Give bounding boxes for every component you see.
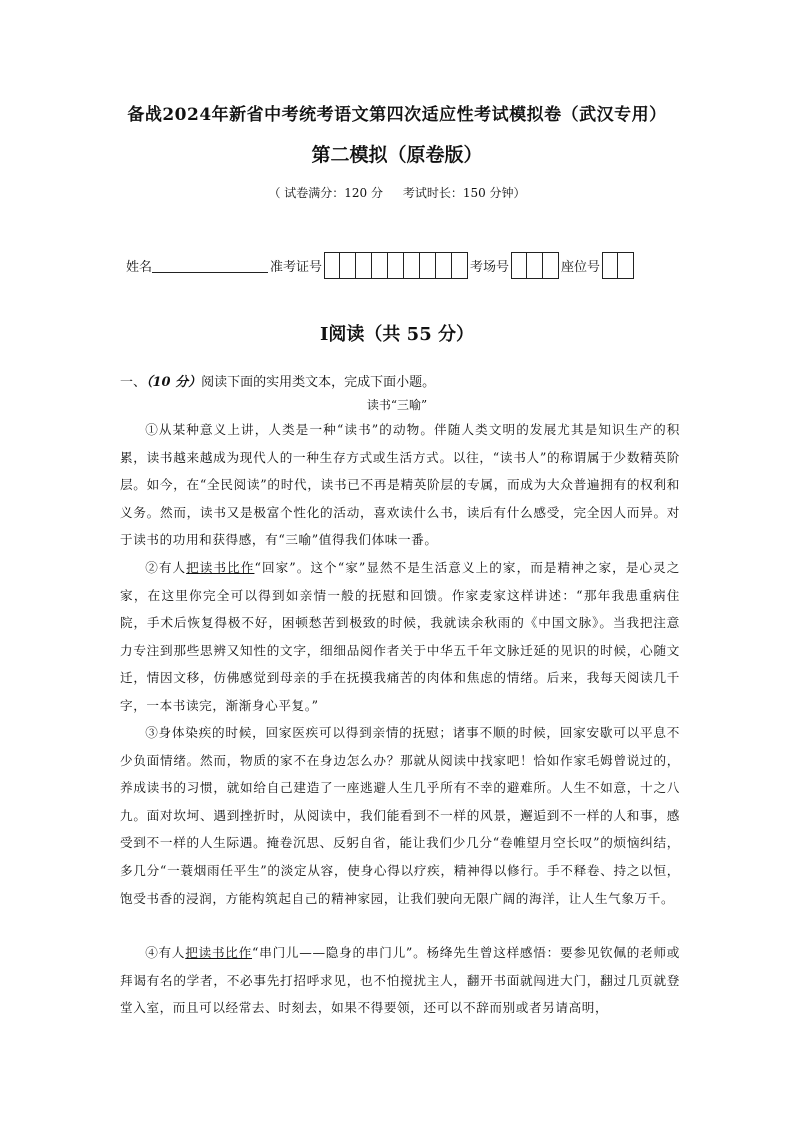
exam-title: 备战2024年新省中考统考语文第四次适应性考试模拟卷（武汉专用） [127, 105, 667, 125]
seat-boxes[interactable] [602, 252, 634, 279]
p4-underlined: 把读书比作 [185, 945, 253, 960]
duration: 考试时长：150 分钟） [402, 186, 526, 200]
digit-box[interactable] [618, 252, 634, 279]
paragraph-4 [120, 939, 680, 1022]
p2-lead: ②有人 [145, 560, 187, 575]
digit-box[interactable] [436, 252, 452, 279]
digit-box[interactable] [324, 252, 340, 279]
digit-box[interactable] [356, 252, 372, 279]
seat-label: 座位号 [561, 259, 601, 275]
exam-no-boxes[interactable] [324, 252, 468, 279]
question-number: 一、 [120, 375, 147, 390]
digit-box[interactable] [543, 252, 559, 279]
p2-underlined: 把读书比作 [186, 560, 255, 575]
digit-box[interactable] [511, 252, 527, 279]
paragraph-1: ①从某种意义上讲，人类是一种“读书”的动物。伴随人类文明的发展尤其是知识生产的积累，读书越来越成为现代人的一种生存方式或生活方式。以往，“读书人”的称谓属于少数精英阶层。如今，在“全民阅读”的时代，读书已不再是精英阶层的专属，而成为大众普遍拥有的权利和义务。然而，读书又是极富个性化的活动，喜欢读什么书，读后有什么感受，完全因人而异。对于读书的功用和获得感，有“三喻”值得我们体味一番。 [120, 422, 680, 548]
full-score: （ 试卷满分：120 分 [268, 186, 383, 200]
digit-box[interactable] [340, 252, 356, 279]
p2-body: “回家”。这个“家”显然不是生活意义上的家，而是精神之家，是心灵之家，在这里你完全可以得到如亲情一般的抚慰和回馈。作家麦家这样讲述：“那年我患重病住院，手术后恢复得极不好，困顿愁苦到极致的时候，我就读余秋雨的《中国文脉》。当我把注意力专注到那些思辨又知性的文字，细细品阅作者关于中华五千年文脉迁延的见识的时候，心随文迁，情因文移，仿佛感觉到母亲的手在抚摸我痛苦的肉体和焦虑的情绪。后来，我每天阅读几千字，一本书读完，渐渐身心平复。” [120, 560, 680, 713]
name-field[interactable] [152, 258, 268, 273]
name-label: 姓名 [126, 259, 153, 275]
exam-no-label: 准考证号 [270, 259, 323, 275]
section-title: Ⅰ阅读（共 55 分） [319, 324, 474, 345]
paragraph-3: ③身体染疾的时候，回家医疾可以得到亲情的抚慰；诸事不顺的时候，回家安歇可以平息不少负面情绪。然而，物质的家不在身边怎么办？那就从阅读中找家吧！恰如作家毛姆曾说过的，养成读书的习惯，就如给自己建造了一座逃避人生几乎所有不幸的避难所。人生不如意，十之八九。面对坎坷、遇到挫折时，从阅读中，我们能看到不一样的风景，邂逅到不一样的人和事，感受到不一样的人生际遇。掩卷沉思、反躬自省，能让我们少几分“卷帷望月空长叹”的烦恼纠结，多几分“一蓑烟雨任平生”的淡定从容，使身心得以疗疾，精神得以修行。手不释卷、持之以恒，饱受书香的浸润，方能构筑起自己的精神家园，让我们驶向无限广阔的海洋，让人生气象万千。 [120, 725, 680, 906]
exam-subtitle: 第二模拟（原卷版） [311, 144, 483, 166]
digit-box[interactable] [452, 252, 468, 279]
room-label: 考场号 [470, 259, 510, 275]
question-points: （10 分） [146, 375, 202, 390]
digit-box[interactable] [527, 252, 543, 279]
digit-box[interactable] [420, 252, 436, 279]
paragraph-2 [120, 554, 680, 720]
room-boxes[interactable] [511, 252, 559, 279]
digit-box[interactable] [372, 252, 388, 279]
digit-box[interactable] [388, 252, 404, 279]
question-instruction: 阅读下面的实用类文本，完成下面小题。 [201, 375, 436, 390]
reading-text-title: 读书“三喻” [366, 398, 428, 412]
question-heading [120, 371, 435, 390]
digit-box[interactable] [404, 252, 420, 279]
digit-box[interactable] [602, 252, 618, 279]
p4-body: “串门儿——隐身的串门儿”。杨绛先生曾这样感悟：要参见钦佩的老师或拜谒有名的学者，不必事先打招呼求见，也不怕搅扰主人，翻开书面就闯进大门，翻过几页就登堂入室，而且可以经常去、时刻去，如果不得要领，还可以不辞而别或者另请高明， [120, 945, 680, 1016]
exam-meta [0, 184, 794, 201]
p4-lead: ④有人 [145, 945, 186, 960]
candidate-info-row [126, 250, 636, 280]
